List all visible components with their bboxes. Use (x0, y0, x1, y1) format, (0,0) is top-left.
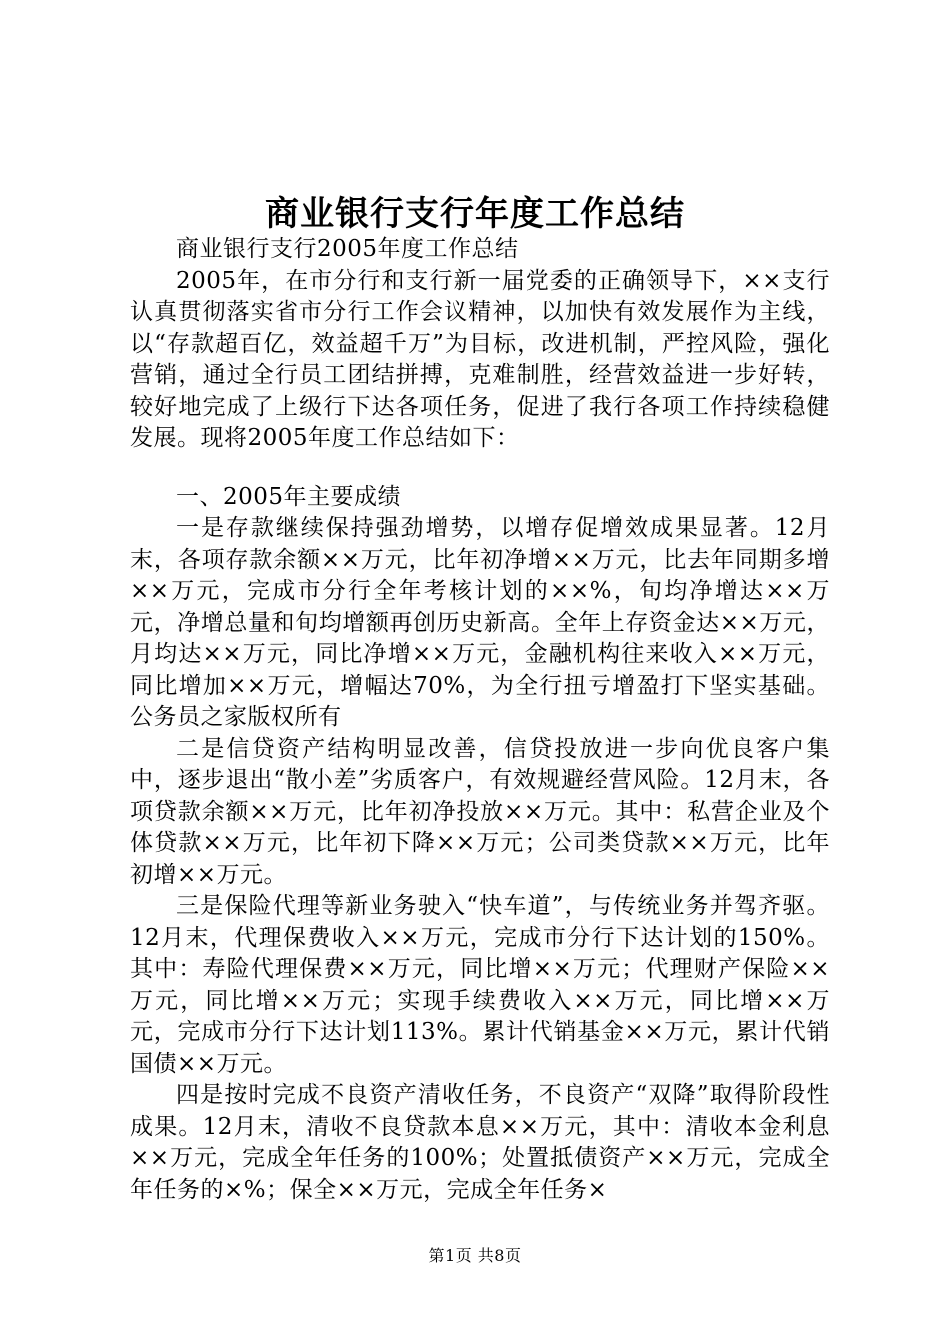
achievement-paragraph-2: 二是信贷资产结构明显改善，信贷投放进一步向优良客户集中，逐步退出“散小差”劣质客户，有效规避经营风险。12月末，各项贷款余额××万元，比年初净投放××万元。其中：私营企业及个体贷款××万元，比年初下降××万元；公司类贷款××万元，比年初增××万元。 (130, 735, 830, 888)
page-footer: 第1页 共8页 (428, 1246, 522, 1265)
achievement-paragraph-3: 三是保险代理等新业务驶入“快车道”，与传统业务并驾齐驱。12月末，代理保费收入××万元，完成市分行下达计划的150%。其中：寿险代理保费××万元，同比增××万元；代理财产保险××万元，同比增××万元；实现手续费收入××万元，同比增××万元，完成市分行下达计划113%。累计代销基金××万元，累计代销国债××万元。 (130, 893, 830, 1077)
intro-paragraph: 2005年，在市分行和支行新一届党委的正确领导下，××支行认真贯彻落实省市分行工作会议精神，以加快有效发展作为主线，以“存款超百亿，效益超千万”为目标，改进机制，严控风险，强化营销，通过全行员工团结拼搏，克难制胜，经营效益进一步好转，较好地完成了上级行下达各项任务，促进了我行各项工作持续稳健发展。现将2005年度工作总结如下： (130, 267, 830, 451)
paragraph-spacer (130, 455, 830, 482)
section-heading: 一、2005年主要成绩 (176, 483, 402, 510)
achievement-paragraph-4: 四是按时完成不良资产清收任务，不良资产“双降”取得阶段性成果。12月末，清收不良贷款本息××万元，其中：清收本金利息××万元，完成全年任务的100%；处置抵债资产××万元，完成全年任务的×%；保全××万元，完成全年任务× (130, 1082, 830, 1203)
document-subtitle: 商业银行支行2005年度工作总结 (176, 236, 519, 262)
achievement-paragraph-1: 一是存款继续保持强劲增势，以增存促增效成果显著。12月末，各项存款余额××万元，比年初净增××万元，比去年同期多增××万元，完成市分行全年考核计划的××%，旬均净增达××万元，净增总量和旬均增额再创历史新高。全年上存资金达××万元，月均达××万元，同比净增××万元，金融机构往来收入××万元，同比增加××万元，增幅达70%，为全行扭亏增盈打下坚实基础。公务员之家版权所有 (130, 515, 830, 730)
document-body (130, 234, 830, 1206)
document-title: 商业银行支行年度工作总结 (265, 194, 685, 234)
